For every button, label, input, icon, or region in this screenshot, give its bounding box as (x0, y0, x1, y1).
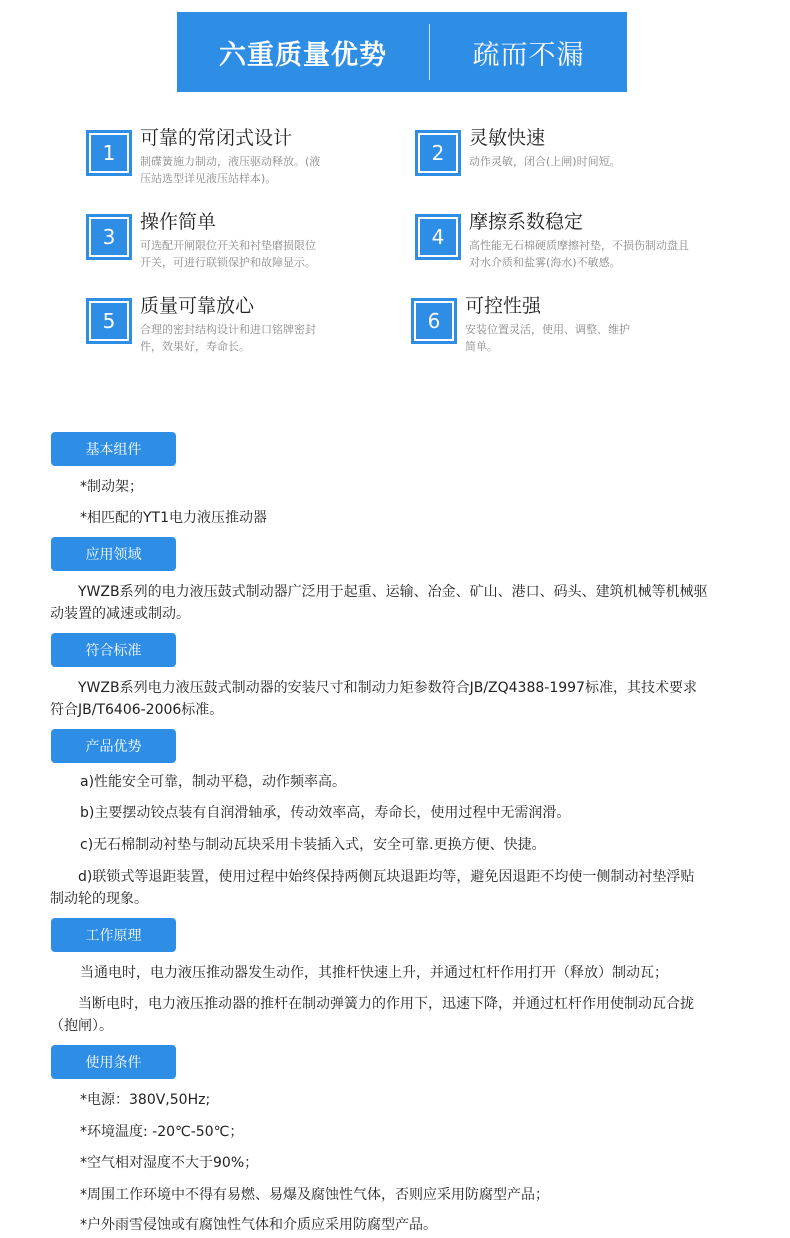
feature-number: 3 (91, 219, 127, 255)
principle-text: 当通电时，电力液压推动器发生动作，其推杆快速上升，并通过杠杆作用打开（释放）制动瓦； (80, 965, 668, 981)
advantage-item: d)联锁式等退距装置，使用过程中始终保持两侧瓦块退距均等，避免因退距不均使一侧制动衬垫浮贴 制动轮的现象。 (50, 869, 695, 907)
advantage-item: b)主要摆动铰点装有自润滑轴承，传动效率高，寿命长，使用过程中无需润滑。 (80, 805, 571, 821)
feature-desc: 高性能无石棉硬质摩擦衬垫，不损伤制动盘且 对水介质和盐雾(海水)不敏感。 (469, 239, 689, 269)
basic-item: *制动架； (80, 479, 143, 495)
advantage-item: a)性能安全可靠，制动平稳，动作频率高。 (80, 774, 347, 790)
condition-item: *周围工作环境中不得有易燃、易爆及腐蚀性气体，否则应采用防腐型产品； (80, 1187, 549, 1203)
section-tag-standard: 符合标准 (51, 633, 176, 667)
feature-number: 5 (91, 303, 127, 339)
banner-subtitle: 疏而不漏 (472, 39, 585, 71)
feature-title: 可控性强 (465, 295, 542, 317)
condition-item: *空气相对湿度不大于90%； (80, 1155, 259, 1171)
standard-text: YWZB系列电力液压鼓式制动器的安装尺寸和制动力矩参数符合JB/ZQ4388-1997标准，其技术要求 符合JB/T6406-2006标准。 (50, 680, 697, 718)
feature-number-box (411, 298, 457, 344)
feature-number: 4 (420, 219, 456, 255)
feature-item (415, 210, 689, 271)
feature-desc: 动作灵敏，闭合(上闸)时间短。 (469, 155, 621, 168)
feature-desc: 合理的密封结构设计和进口铭牌密封 件，效果好，寿命长。 (140, 323, 316, 353)
feature-title: 可靠的常闭式设计 (140, 127, 293, 149)
header-banner (177, 12, 627, 92)
feature-number: 2 (420, 135, 456, 171)
condition-item: *电源：380V,50Hz; (80, 1092, 211, 1108)
feature-item (411, 294, 630, 355)
section-tag-advantages: 产品优势 (51, 729, 176, 763)
feature-item (86, 210, 316, 271)
feature-number: 6 (416, 303, 452, 339)
feature-title: 摩擦系数稳定 (469, 211, 584, 233)
feature-desc: 安装位置灵活，使用、调整、维护 简单。 (465, 323, 630, 353)
condition-item: *环境温度: -20℃-50℃； (80, 1124, 244, 1140)
feature-title: 操作简单 (140, 211, 217, 233)
application-text: YWZB系列的电力液压鼓式制动器广泛用于起重、运输、冶金、矿山、港口、码头、建筑机械等机械驱 动装置的减速或制动。 (50, 584, 708, 622)
section-tag-conditions: 使用条件 (51, 1045, 176, 1079)
feature-item (86, 294, 316, 355)
principle-text: 当断电时，电力液压推动器的推杆在制动弹簧力的作用下，迅速下降，并通过杠杆作用使制动瓦合拢 （抱闸）。 (50, 996, 694, 1034)
feature-desc: 制碟簧施力制动，液压驱动释放。(液 压站选型详见液压站样本)。 (140, 155, 321, 185)
feature-item (86, 126, 320, 187)
feature-number-box (415, 130, 461, 176)
condition-item: *户外雨雪侵蚀或有腐蚀性气体和介质应采用防腐型产品。 (80, 1217, 437, 1233)
feature-number: 1 (91, 135, 127, 171)
feature-number-box (86, 130, 132, 176)
feature-number-box (86, 298, 132, 344)
feature-number-box (86, 214, 132, 260)
feature-title: 质量可靠放心 (140, 295, 255, 317)
section-tag-principle: 工作原理 (51, 918, 176, 952)
feature-number-box (415, 214, 461, 260)
advantage-item: c)无石棉制动衬垫与制动瓦块采用卡装插入式，安全可靠.更换方便、快捷。 (80, 837, 546, 853)
banner-title: 六重质量优势 (219, 39, 387, 71)
feature-desc: 可选配开闸限位开关和衬垫磨损限位 开关，可进行联锁保护和故障显示。 (140, 239, 316, 269)
basic-item: *相匹配的YT1电力液压推动器 (80, 510, 268, 526)
feature-item (415, 126, 621, 176)
section-tag-basic: 基本组件 (51, 432, 176, 466)
feature-title: 灵敏快速 (469, 127, 546, 149)
section-tag-application: 应用领域 (51, 537, 176, 571)
